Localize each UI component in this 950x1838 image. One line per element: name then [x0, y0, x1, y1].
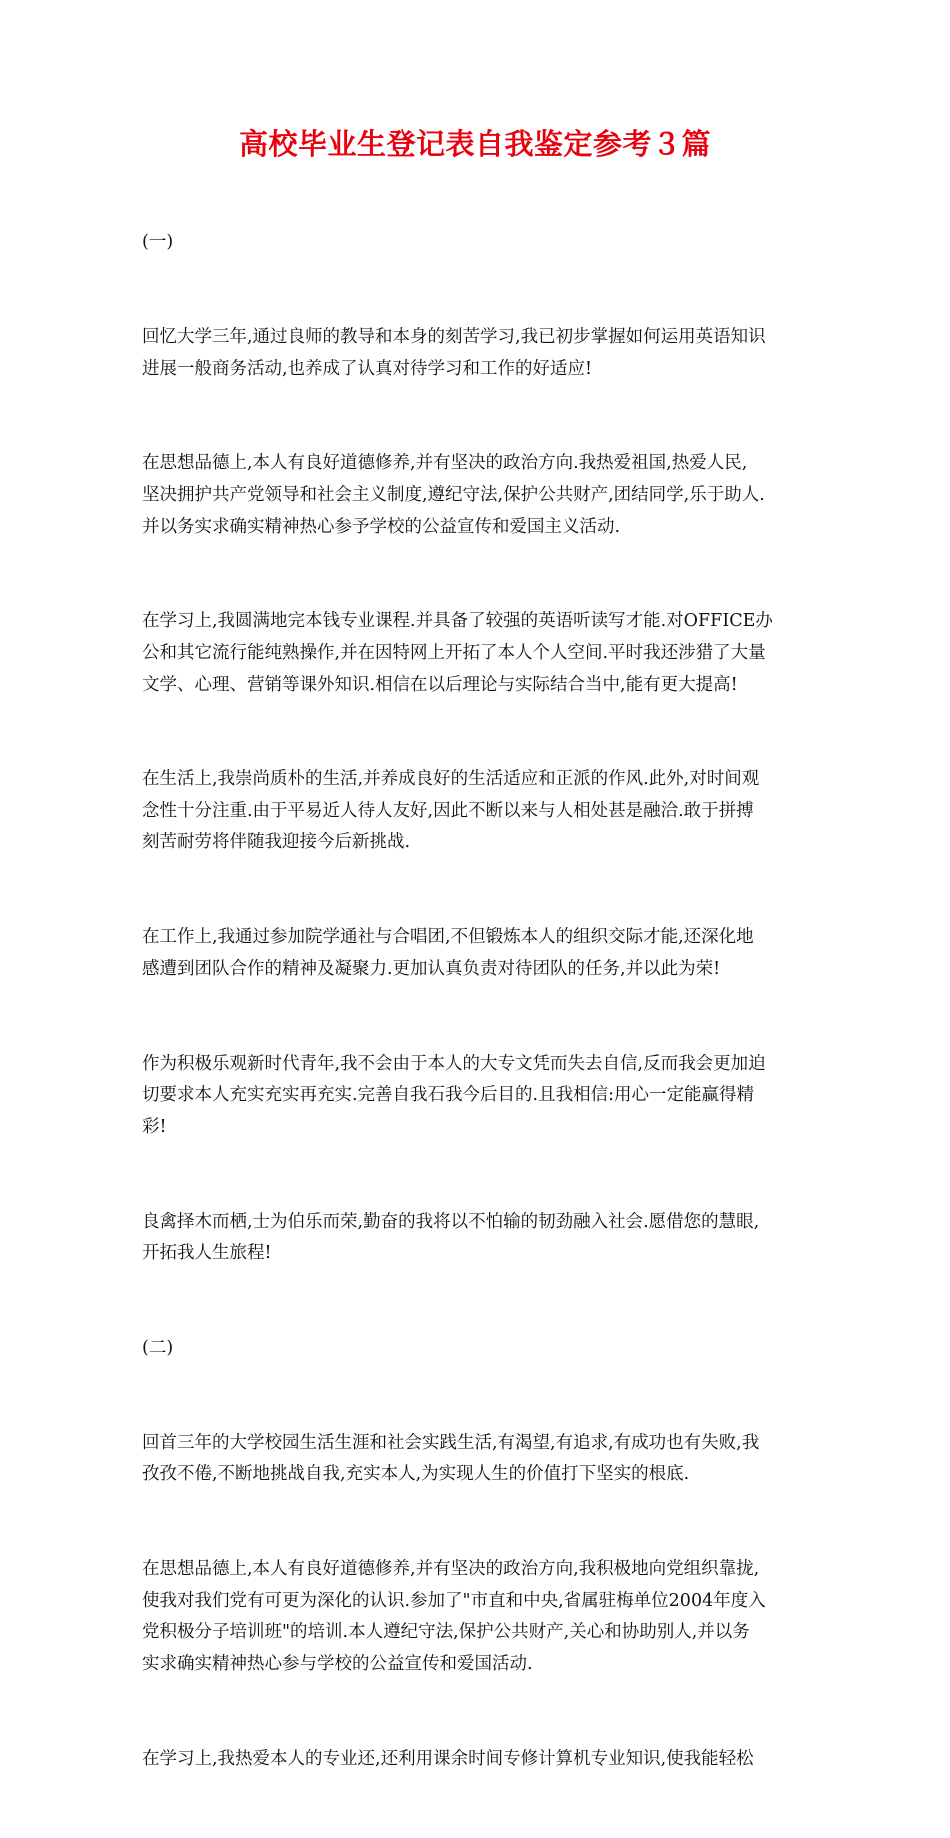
paragraph: 在生活上,我崇尚质朴的生活,并养成良好的生活适应和正派的作风.此外,对时间观 念性十分注重.由于平易近人待人友好,因此不断以来与人相处甚是融洽.敢于拼搏 刻苦耐劳将伴随我迎接今后新挑战. — [142, 769, 760, 853]
paragraph: 回首三年的大学校园生活生涯和社会实践生活,有渴望,有追求,有成功也有失败,我 孜孜不倦,不断地挑战自我,充实本人,为实现人生的价值打下坚实的根底. — [142, 1432, 760, 1485]
paragraph: 良禽择木而栖,士为伯乐而荣,勤奋的我将以不怕输的韧劲融入社会.愿借您的慧眼, 开拓我人生旅程! — [142, 1211, 760, 1264]
paragraph: 在思想品德上,本人有良好道德修养,并有坚决的政治方向.我热爱祖国,热爱人民, 坚决拥护共产党领导和社会主义制度,遵纪守法,保护公共财产,团结同学,乐于助人. 并以务实求确实精神热心参予学校的公益宣传和爱国主义活动. — [142, 453, 765, 537]
paragraph: 在工作上,我通过参加院学通社与合唱团,不但锻炼本人的组织交际才能,还深化地 感遭到团队合作的精神及凝聚力.更加认真负责对待团队的任务,并以此为荣! — [142, 927, 754, 979]
document-body — [142, 164, 822, 1838]
paragraph-section-1-heading: (一) — [142, 232, 174, 253]
paragraph-section-2-heading: (二) — [142, 1337, 174, 1358]
paragraph: 作为积极乐观新时代青年,我不会由于本人的大专文凭而失去自信,反而我会更加迫 切要求本人充实充实再充实.完善自我石我今后目的.且我相信:用心一定能赢得精 彩! — [142, 1053, 766, 1137]
paragraph: 回忆大学三年,通过良师的教导和本身的刻苦学习,我已初步掌握如何运用英语知识 进展一般商务活动,也养成了认真对待学习和工作的好适应! — [142, 326, 766, 379]
document-title: 高校毕业生登记表自我鉴定参考３篇 — [238, 127, 711, 161]
paragraph: 在思想品德上,本人有良好道德修养,并有坚决的政治方向,我积极地向党组织靠拢, 使我对我们党有可更为深化的认识.参加了"市直和中央,省属驻梅单位2004年度入 党积极分子培训班"的培训.本人遵纪守法,保护公共财产,关心和协助别人,并以务 实求确实精神热心参与学校的公益宣传和爱国活动. — [142, 1559, 766, 1674]
paragraph: 在学习上,我热爱本人的专业还,还利用课余时间专修计算机专业知识,使我能轻松 — [142, 1748, 754, 1769]
paragraph: 在学习上,我圆满地完本钱专业课程.并具备了较强的英语听读写才能.对OFFICE办 公和其它流行能纯熟操作,并在因特网上开拓了本人个人空间.平时我还涉猎了大量 文学、心理、营销等课外知识.相信在以后理论与实际结合当中,能有更大提高! — [142, 611, 773, 695]
